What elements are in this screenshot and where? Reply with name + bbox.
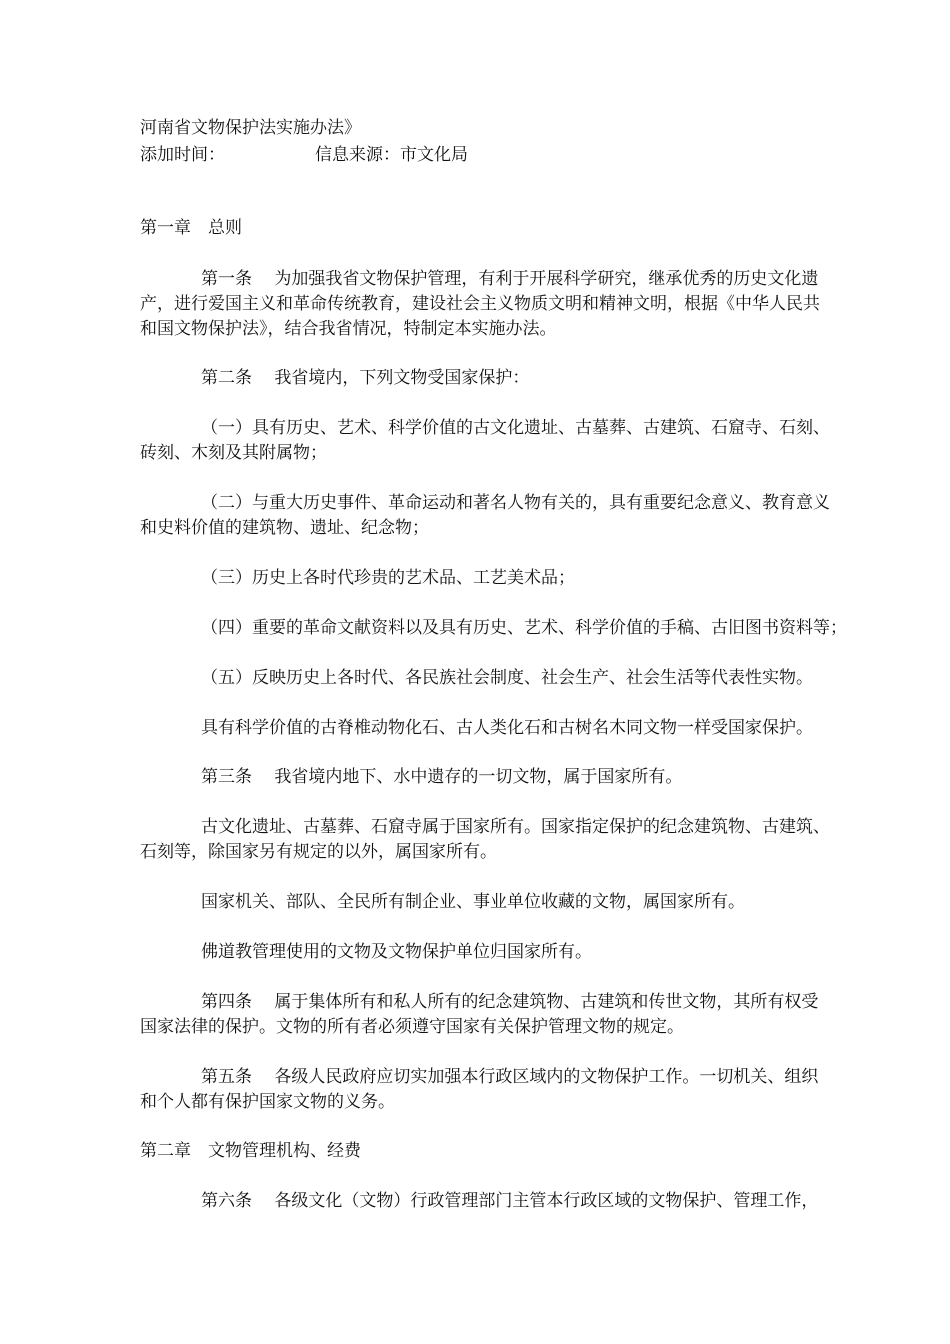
- document-title: 河南省文物保护法实施办法》: [140, 118, 361, 138]
- article-2: 第二条 我省境内，下列文物受国家保护：: [201, 368, 530, 388]
- article-2-item-5: （五）反映历史上各时代、各民族社会制度、社会生产、社会生活等代表性实物。: [201, 668, 813, 688]
- info-source-label: 信息来源：市文化局: [315, 145, 468, 165]
- article-5-line-1: 第五条 各级人民政府应切实加强本行政区域内的文物保护工作。一切机关、组织: [201, 1067, 819, 1087]
- article-3-paragraph-2-line-1: 古文化遗址、古墓葬、石窟寺属于国家所有。国家指定保护的纪念建筑物、古建筑、: [201, 817, 830, 837]
- chapter-2-heading: 第二章 文物管理机构、经费: [140, 1141, 361, 1161]
- article-5-line-2: 和个人都有保护国家文物的义务。: [140, 1092, 395, 1112]
- article-2-item-2-line-2: 和史料价值的建筑物、遗址、纪念物；: [140, 518, 429, 538]
- article-3-paragraph-3: 国家机关、部队、全民所有制企业、事业单位收藏的文物，属国家所有。: [201, 892, 745, 912]
- article-6-line-1: 第六条 各级文化（文物）行政管理部门主管本行政区域的文物保护、管理工作，: [201, 1191, 819, 1211]
- article-3: 第三条 我省境内地下、水中遗存的一切文物，属于国家所有。: [201, 767, 683, 787]
- added-time-label: 添加时间：: [140, 145, 225, 165]
- article-4-line-1: 第四条 属于集体所有和私人所有的纪念建筑物、古建筑和传世文物，其所有权受: [201, 992, 819, 1012]
- article-2-item-3: （三）历史上各时代珍贵的艺术品、工艺美术品；: [201, 568, 575, 588]
- article-2-item-2-line-1: （二）与重大历史事件、革命运动和著名人物有关的，具有重要纪念意义、教育意义: [201, 493, 830, 513]
- article-1-line-3: 和国文物保护法》，结合我省情况，特制定本实施办法。: [140, 319, 557, 339]
- chapter-1-heading: 第一章 总则: [140, 218, 242, 238]
- article-2-tail: 具有科学价值的古脊椎动物化石、古人类化石和古树名木同文物一样受国家保护。: [201, 718, 813, 738]
- article-3-paragraph-2-line-2: 石刻等，除国家另有规定的以外，属国家所有。: [140, 842, 497, 862]
- article-1-line-1: 第一条 为加强我省文物保护管理，有利于开展科学研究，继承优秀的历史文化遗: [201, 269, 819, 289]
- article-2-item-1-line-1: （一）具有历史、艺术、科学价值的古文化遗址、古墓葬、古建筑、石窟寺、石刻、: [201, 418, 830, 438]
- article-1-line-2: 产，进行爱国主义和革命传统教育，建设社会主义物质文明和精神文明，根据《中华人民共: [140, 294, 820, 314]
- article-4-line-2: 国家法律的保护。文物的所有者必须遵守国家有关保护管理文物的规定。: [140, 1017, 684, 1037]
- article-3-paragraph-4: 佛道教管理使用的文物及文物保护单位归国家所有。: [201, 942, 592, 962]
- article-2-item-4: （四）重要的革命文献资料以及具有历史、艺术、科学价值的手稿、古旧图书资料等；: [201, 618, 847, 638]
- article-2-item-1-line-2: 砖刻、木刻及其附属物；: [140, 443, 327, 463]
